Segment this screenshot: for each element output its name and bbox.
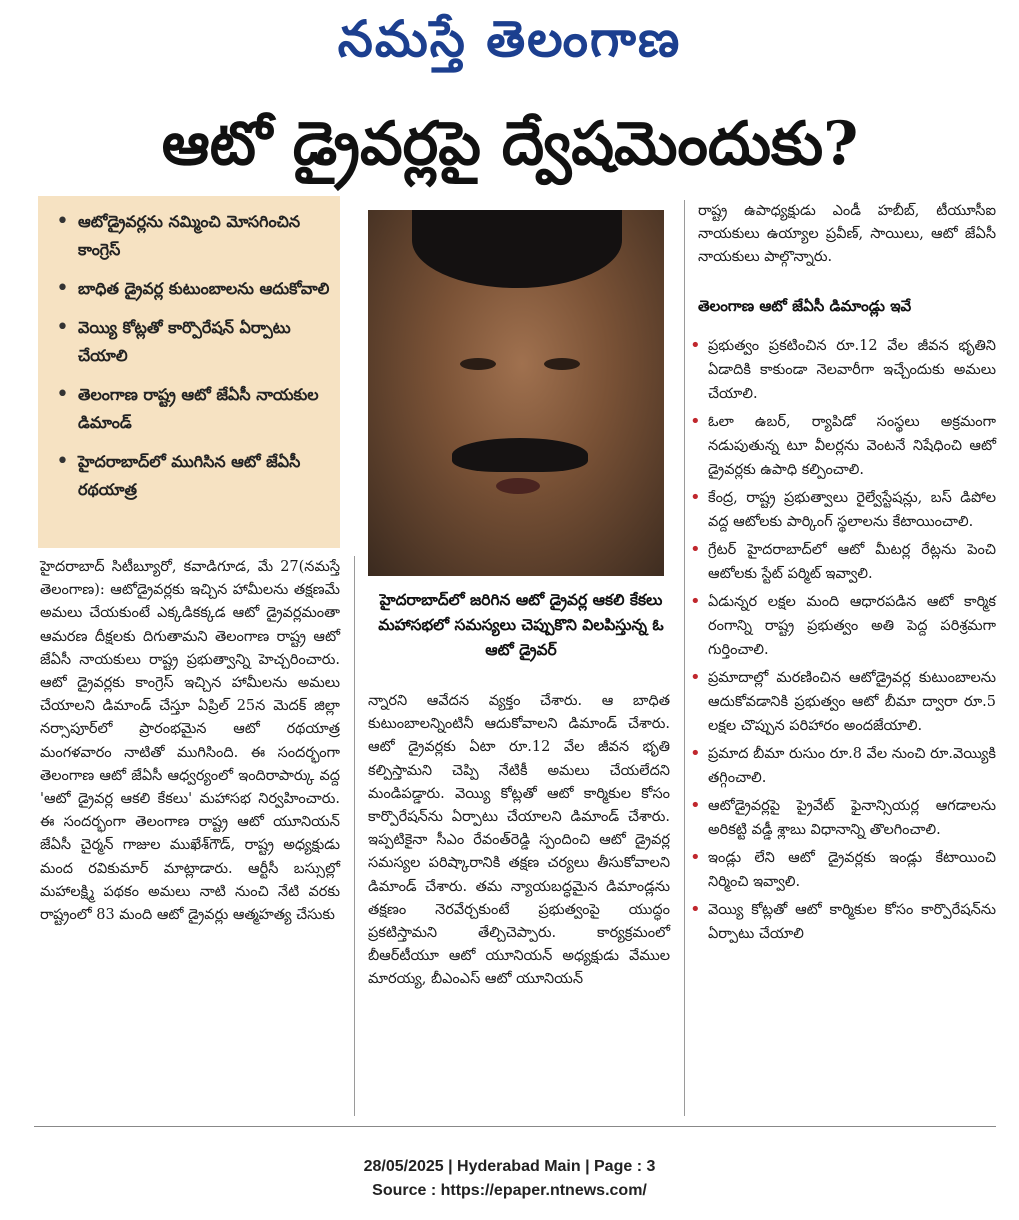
highlight-text: తెలంగాణ రాష్ట్ర ఆటో జేఏసీ నాయకుల డిమాండ్ (78, 385, 319, 432)
demand-item (690, 410, 996, 482)
red-bullet-icon: • (690, 591, 701, 612)
photo-mustache-shape (452, 438, 588, 472)
bullet-icon: • (56, 382, 69, 407)
footer-source: Source : https://epaper.ntnews.com/ (372, 1182, 647, 1199)
demand-text: ఓలా ఉబర్, ర్యాపిడో సంస్థలు అక్రమంగా నడుపుతున్న టూ వీలర్లను వెంటనే నిషేధించి ఆటో డ్రైవర్లకు ఉపాధి కల్పించాలి. (708, 414, 996, 478)
red-bullet-icon: • (690, 335, 701, 356)
footer-dateline: 28/05/2025 | Hyderabad Main | Page : 3 (363, 1158, 656, 1175)
photo-mouth-shape (496, 478, 540, 494)
demand-text: గ్రేటర్ హైదరాబాద్‌లో ఆటో మీటర్ల రేట్లను పెంచి ఆటోలకు స్టేట్ పర్మిట్ ఇవ్వాలి. (708, 542, 996, 582)
demand-item (690, 742, 996, 790)
bullet-icon: • (56, 449, 69, 474)
article-column-3-intro: రాష్ట్ర ఉపాధ్యక్షుడు ఎండీ హబీబ్, టీయూసీఐ నాయకులు ఉయ్యాల ప్రవీణ్, సాయిలు, ఆటో జేఏసీ నాయకులు పాల్గొన్నారు. (698, 203, 996, 266)
red-bullet-icon: • (690, 539, 701, 560)
demand-text: ప్రమాద బీమా రుసుం రూ.8 వేల నుంచి రూ.వెయ్యికి తగ్గించాలి. (708, 746, 996, 786)
red-bullet-icon: • (690, 487, 701, 508)
bullet-icon: • (56, 315, 69, 340)
demand-item (690, 590, 996, 662)
headline: ఆటో డ్రైవర్లపై ద్వేషమెందుకు? (161, 109, 859, 179)
red-bullet-icon: • (690, 667, 701, 688)
highlight-text: హైదరాబాద్‌లో ముగిసిన ఆటో జేఏసీ రథయాత్ర (78, 452, 301, 499)
highlight-text: బాధిత డ్రైవర్ల కుటుంబాలను ఆదుకోవాలి (78, 279, 330, 298)
demand-item (690, 846, 996, 894)
highlight-item (56, 314, 330, 370)
demands-list (690, 334, 996, 950)
highlights-box (38, 196, 340, 548)
demand-text: ప్రమాదాల్లో మరణించిన ఆటోడ్రైవర్ల కుటుంబాలను ఆదుకోవడానికి ప్రభుత్వం ఆటో బీమా ద్వారా రూ.5 లక్షల చొప్పున పరిహారం అందజేయాలి. (708, 670, 996, 734)
photo-eye-shape (544, 358, 580, 370)
highlight-item (56, 381, 330, 437)
column-divider (354, 556, 355, 1116)
red-bullet-icon: • (690, 743, 701, 764)
article-column-2: న్నారని ఆవేదన వ్యక్తం చేశారు. ఆ బాధిత కుటుంబాలన్నింటినీ ఆదుకోవాలని డిమాండ్ చేశారు. ఆటో డ్రైవర్లకు ఏటా రూ.12 వేల జీవన భృతి కల్పిస్తామని చెప్పి నేటికీ అమలు చేయలేదని మండిపడ్డారు. వెయ్యి కోట్లతో ఆటో కార్మికుల కోసం కార్పొరేషన్‌ను ఏర్పాటు చేయాలని డిమాండ్ చేశారు. ఇప్పటికైనా సీఎం రేవంత్‌రెడ్డి స్పందించి ఆటో డ్రైవర్ల సమస్యల పరిష్కారానికి తక్షణ చర్యలు తీసుకోవాలని డిమాండ్ చేశారు. తమ న్యాయబద్ధమైన డిమాండ్లను తక్షణం నెరవేర్చకుంటే ప్రభుత్వంపై యుద్ధం ప్రకటిస్తామని తేల్చిచెప్పారు. కార్యక్రమంలో బీఆర్‌టీయూ ఆటో యూనియన్ అధ్యక్షుడు వేముల మారయ్య, బీఎంఎస్ ఆటో యూనియన్ (368, 693, 670, 988)
demand-text: వెయ్యి కోట్లతో ఆటో కార్మికుల కోసం కార్పొరేషన్‌ను ఏర్పాటు చేయాలి (708, 902, 996, 942)
demand-text: ఏడున్నర లక్షల మంది ఆధారపడిన ఆటో కార్మిక రంగాన్ని రాష్ట్ర ప్రభుత్వం అతి పెద్ద పరిశ్రమగా గుర్తించాలి. (708, 594, 996, 658)
demand-item (690, 794, 996, 842)
demand-item (690, 334, 996, 406)
highlight-item (56, 208, 330, 264)
bottom-rule (34, 1126, 996, 1127)
photo-eye-shape (460, 358, 496, 370)
auto-driver-photo (368, 210, 664, 576)
bullet-icon: • (56, 276, 69, 301)
highlight-item (56, 275, 330, 303)
demand-text: ప్రభుత్వం ప్రకటించిన రూ.12 వేల జీవన భృతిని ఏడాదికి కాకుండా నెలవారీగా ఇచ్చేందుకు అమలు చేయాలి. (708, 338, 996, 402)
red-bullet-icon: • (690, 795, 701, 816)
article-column-1: హైదరాబాద్ సిటీబ్యూరో, కవాడిగూడ, మే 27(నమస్తే తెలంగాణ): ఆటోడ్రైవర్లకు ఇచ్చిన హామీలను తక్షణమే అమలు చేయకుంటే ఎక్కడికక్కడ ఆటో డ్రైవర్లమంతా ఆమరణ దీక్షలకు దిగుతామని తెలంగాణ రాష్ట్ర ఆటో జేఏసీ నాయకులు రాష్ట్ర ప్రభుత్వాన్ని హెచ్చరించారు. ఆటో డ్రైవర్లకు కాంగ్రెస్ ఇచ్చిన హామీలను అమలు చేయాలని డిమాండ్ చేస్తూ ఏప్రిల్ 25న మెదక్ జిల్లా నర్సాపూర్‌లో ప్రారంభమైన ఆటో రథయాత్ర మంగళవారం నాటితో ముగిసింది. ఈ సందర్భంగా తెలంగాణ ఆటో జేఏసీ ఆధ్వర్యంలో ఇందిరాపార్కు వద్ద 'ఆటో డ్రైవర్ల ఆకలి కేకలు' మహాసభ నిర్వహించారు. ఈ సందర్భంగా తెలంగాణ రాష్ట్ర ఆటో యూనియన్ జేఏసీ చైర్మన్ గాజుల ముఖేశ్‌గౌడ్, రాష్ట్ర అధ్యక్షుడు మంద రవికుమార్ మాట్లాడారు. ఆర్టీసీ బస్సుల్లో మహాలక్ష్మి పథకం అమలు నాటి నుంచి నేటి వరకు రాష్ట్రంలో 83 మంది ఆటో డ్రైవర్లు ఆత్మహత్య చేసుకు (40, 559, 340, 924)
demand-item (690, 666, 996, 738)
demands-heading: తెలంగాణ ఆటో జేఏసీ డిమాండ్లు ఇవే (698, 297, 912, 315)
demand-text: కేంద్ర, రాష్ట్ర ప్రభుత్వాలు రైల్వేస్టేషన్లు, బస్ డిపోల వద్ద ఆటోలకు పార్కింగ్ స్థలాలను కేటాయించాలి. (708, 490, 996, 530)
red-bullet-icon: • (690, 899, 701, 920)
demand-text: ఆటోడ్రైవర్లపై ప్రైవేట్ ఫైనాన్సియర్ల ఆగడాలను అరికట్టి వడ్డీ శ్లాబు విధానాన్ని తొలగించాలి. (708, 798, 996, 838)
demand-item (690, 486, 996, 534)
red-bullet-icon: • (690, 411, 701, 432)
demand-text: ఇండ్లు లేని ఆటో డ్రైవర్లకు ఇండ్లు కేటాయించి నిర్మించి ఇవ్వాలి. (708, 850, 996, 890)
photo-hair-shape (412, 210, 622, 288)
demand-item (690, 538, 996, 586)
column-divider (684, 200, 685, 1116)
photo-caption: హైదరాబాద్‌లో జరిగిన ఆటో డ్రైవర్ల ఆకలి కేకలు మహాసభలో సమస్యలు చెప్పుకొని విలపిస్తున్న ఓ ఆటో డ్రైవర్ (378, 591, 664, 659)
masthead-logo: నమస్తే తెలంగాణ (337, 9, 682, 68)
highlight-item (56, 448, 330, 504)
highlight-text: వెయ్యి కోట్లతో కార్పొరేషన్ ఏర్పాటు చేయాలి (78, 318, 291, 365)
bullet-icon: • (56, 209, 69, 234)
red-bullet-icon: • (690, 847, 701, 868)
demand-item (690, 898, 996, 946)
highlight-text: ఆటోడ్రైవర్లను నమ్మించి మోసగించిన కాంగ్రెస్ (78, 212, 301, 259)
